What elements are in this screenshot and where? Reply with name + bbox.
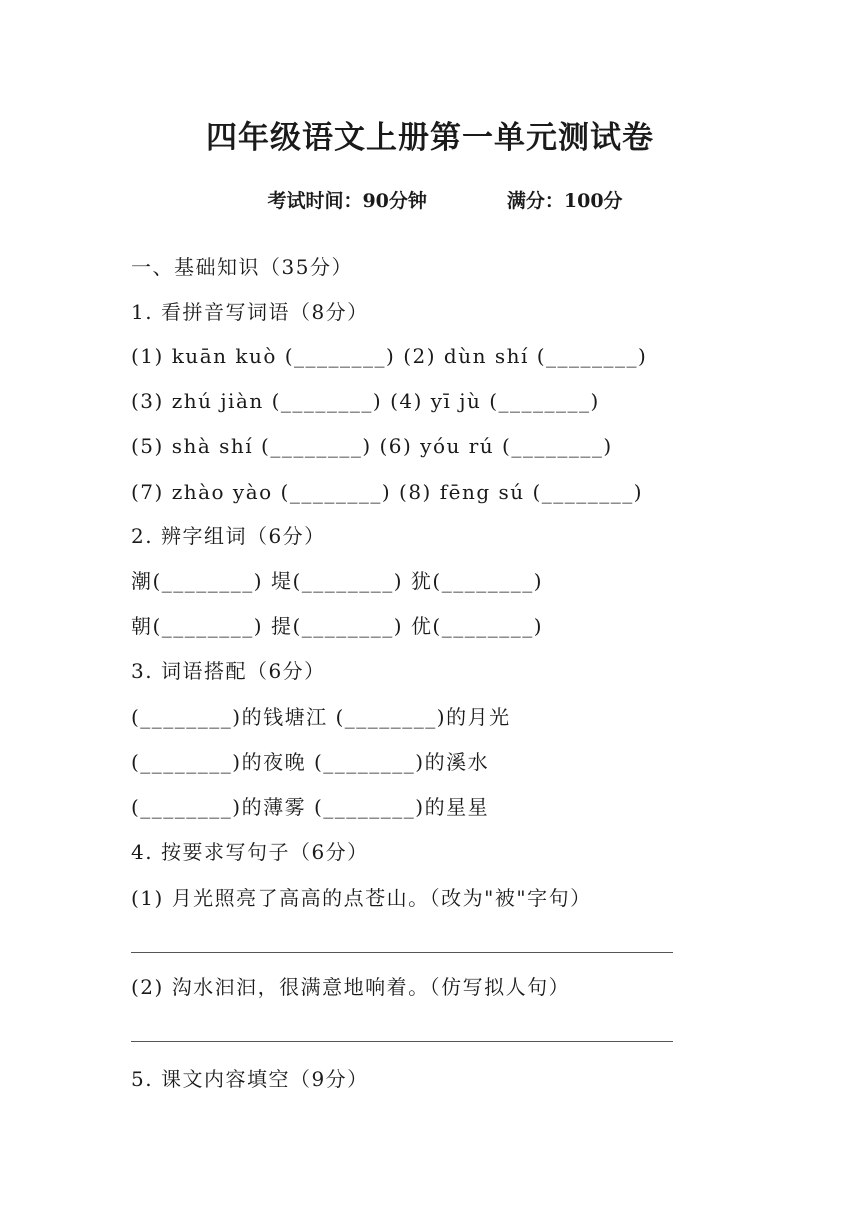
exam-time: 考试时间：90分钟 bbox=[267, 190, 427, 212]
section-heading: 一、基础知识（35分） bbox=[131, 255, 353, 279]
question-heading: 5. 课文内容填空（9分） bbox=[131, 1067, 369, 1091]
matching-row[interactable]: (________)的薄雾 (________)的星星 bbox=[131, 795, 490, 819]
pinyin-row[interactable]: (3) zhú jiàn (________) (4) yī jù (________) bbox=[131, 389, 600, 413]
full-score: 满分：100分 bbox=[506, 190, 623, 212]
pinyin-row[interactable]: (7) zhào yào (________) (8) fēng sú (________) bbox=[131, 480, 644, 504]
answer-line[interactable] bbox=[131, 1041, 673, 1042]
question-heading: 2. 辨字组词（6分） bbox=[131, 524, 326, 548]
page-title: 四年级语文上册第一单元测试卷 bbox=[206, 120, 654, 156]
pinyin-row[interactable]: (5) shà shí (________) (6) yóu rú (________) bbox=[131, 434, 613, 458]
matching-row[interactable]: (________)的夜晚 (________)的溪水 bbox=[131, 750, 490, 774]
sentence-prompt: (1) 月光照亮了高高的点苍山。（改为"被"字句） bbox=[131, 886, 592, 910]
question-heading: 3. 词语搭配（6分） bbox=[131, 659, 326, 683]
matching-row[interactable]: (________)的钱塘江 (________)的月光 bbox=[131, 705, 511, 729]
answer-line[interactable] bbox=[131, 952, 673, 953]
question-heading: 4. 按要求写句子（6分） bbox=[131, 840, 369, 864]
word-group-row[interactable]: 潮(________) 堤(________) 犹(________) bbox=[131, 569, 544, 593]
word-group-row[interactable]: 朝(________) 提(________) 优(________) bbox=[131, 614, 544, 638]
exam-meta bbox=[0, 186, 860, 213]
question-heading: 1. 看拼音写词语（8分） bbox=[131, 300, 369, 324]
pinyin-row[interactable]: (1) kuān kuò (________) (2) dùn shí (________) bbox=[131, 344, 648, 368]
sentence-prompt: (2) 沟水汩汩，很满意地响着。（仿写拟人句） bbox=[131, 975, 571, 999]
